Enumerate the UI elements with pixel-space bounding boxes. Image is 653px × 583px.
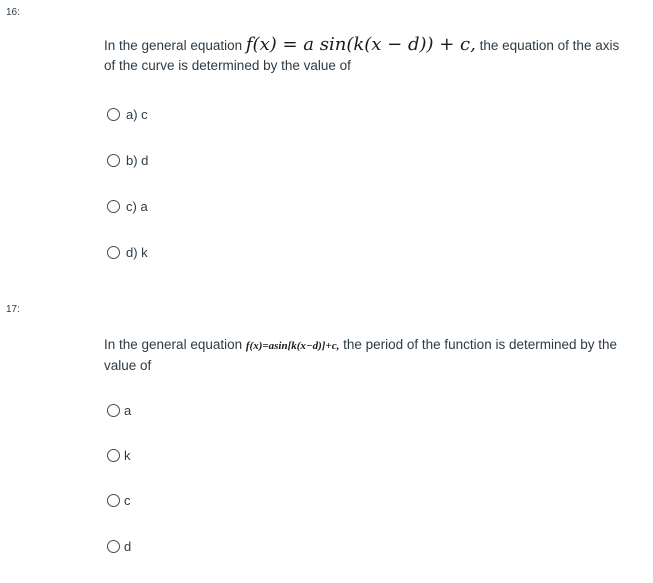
radio-button[interactable] — [107, 154, 120, 167]
question-16-option-a[interactable] — [107, 104, 148, 124]
option-label: d) k — [126, 244, 148, 260]
question-17-text-before: In the general equation — [104, 337, 243, 352]
question-number-17: 17: — [6, 304, 20, 315]
option-label: c — [124, 492, 131, 508]
option-label: a) c — [126, 106, 148, 122]
question-17-option-a[interactable] — [107, 400, 131, 420]
question-17-option-c[interactable] — [107, 490, 131, 510]
question-16-text-after: the equation of the axis of the curve is determined by the value of — [104, 38, 620, 73]
option-label: c) a — [126, 198, 148, 214]
radio-button[interactable] — [107, 494, 120, 507]
question-number-16: 16: — [6, 7, 20, 18]
question-16-text-before: In the general equation — [104, 38, 243, 53]
radio-button[interactable] — [107, 404, 120, 417]
option-label: d — [124, 538, 132, 554]
question-16-option-b[interactable] — [107, 150, 148, 170]
question-16-equation: f(x) = a sin(k(x − d)) + c, — [245, 34, 476, 55]
question-17-text-after: the period of the function is determined by the value of — [104, 337, 618, 373]
radio-button[interactable] — [107, 246, 120, 259]
question-17-prompt — [104, 335, 629, 376]
question-17-option-k[interactable] — [107, 445, 131, 465]
radio-button[interactable] — [107, 200, 120, 213]
question-16-option-c[interactable] — [107, 196, 148, 216]
radio-button[interactable] — [107, 108, 120, 121]
question-17-option-d[interactable] — [107, 536, 131, 556]
question-17-equation: f(x)=asin[k(x−d)]+c, — [245, 340, 340, 352]
question-16-option-d[interactable] — [107, 242, 148, 262]
option-label: k — [124, 447, 131, 463]
radio-button[interactable] — [107, 540, 120, 553]
option-label: a — [124, 402, 132, 418]
question-16-prompt — [104, 35, 624, 76]
radio-button[interactable] — [107, 449, 120, 462]
option-label: b) d — [126, 152, 149, 168]
